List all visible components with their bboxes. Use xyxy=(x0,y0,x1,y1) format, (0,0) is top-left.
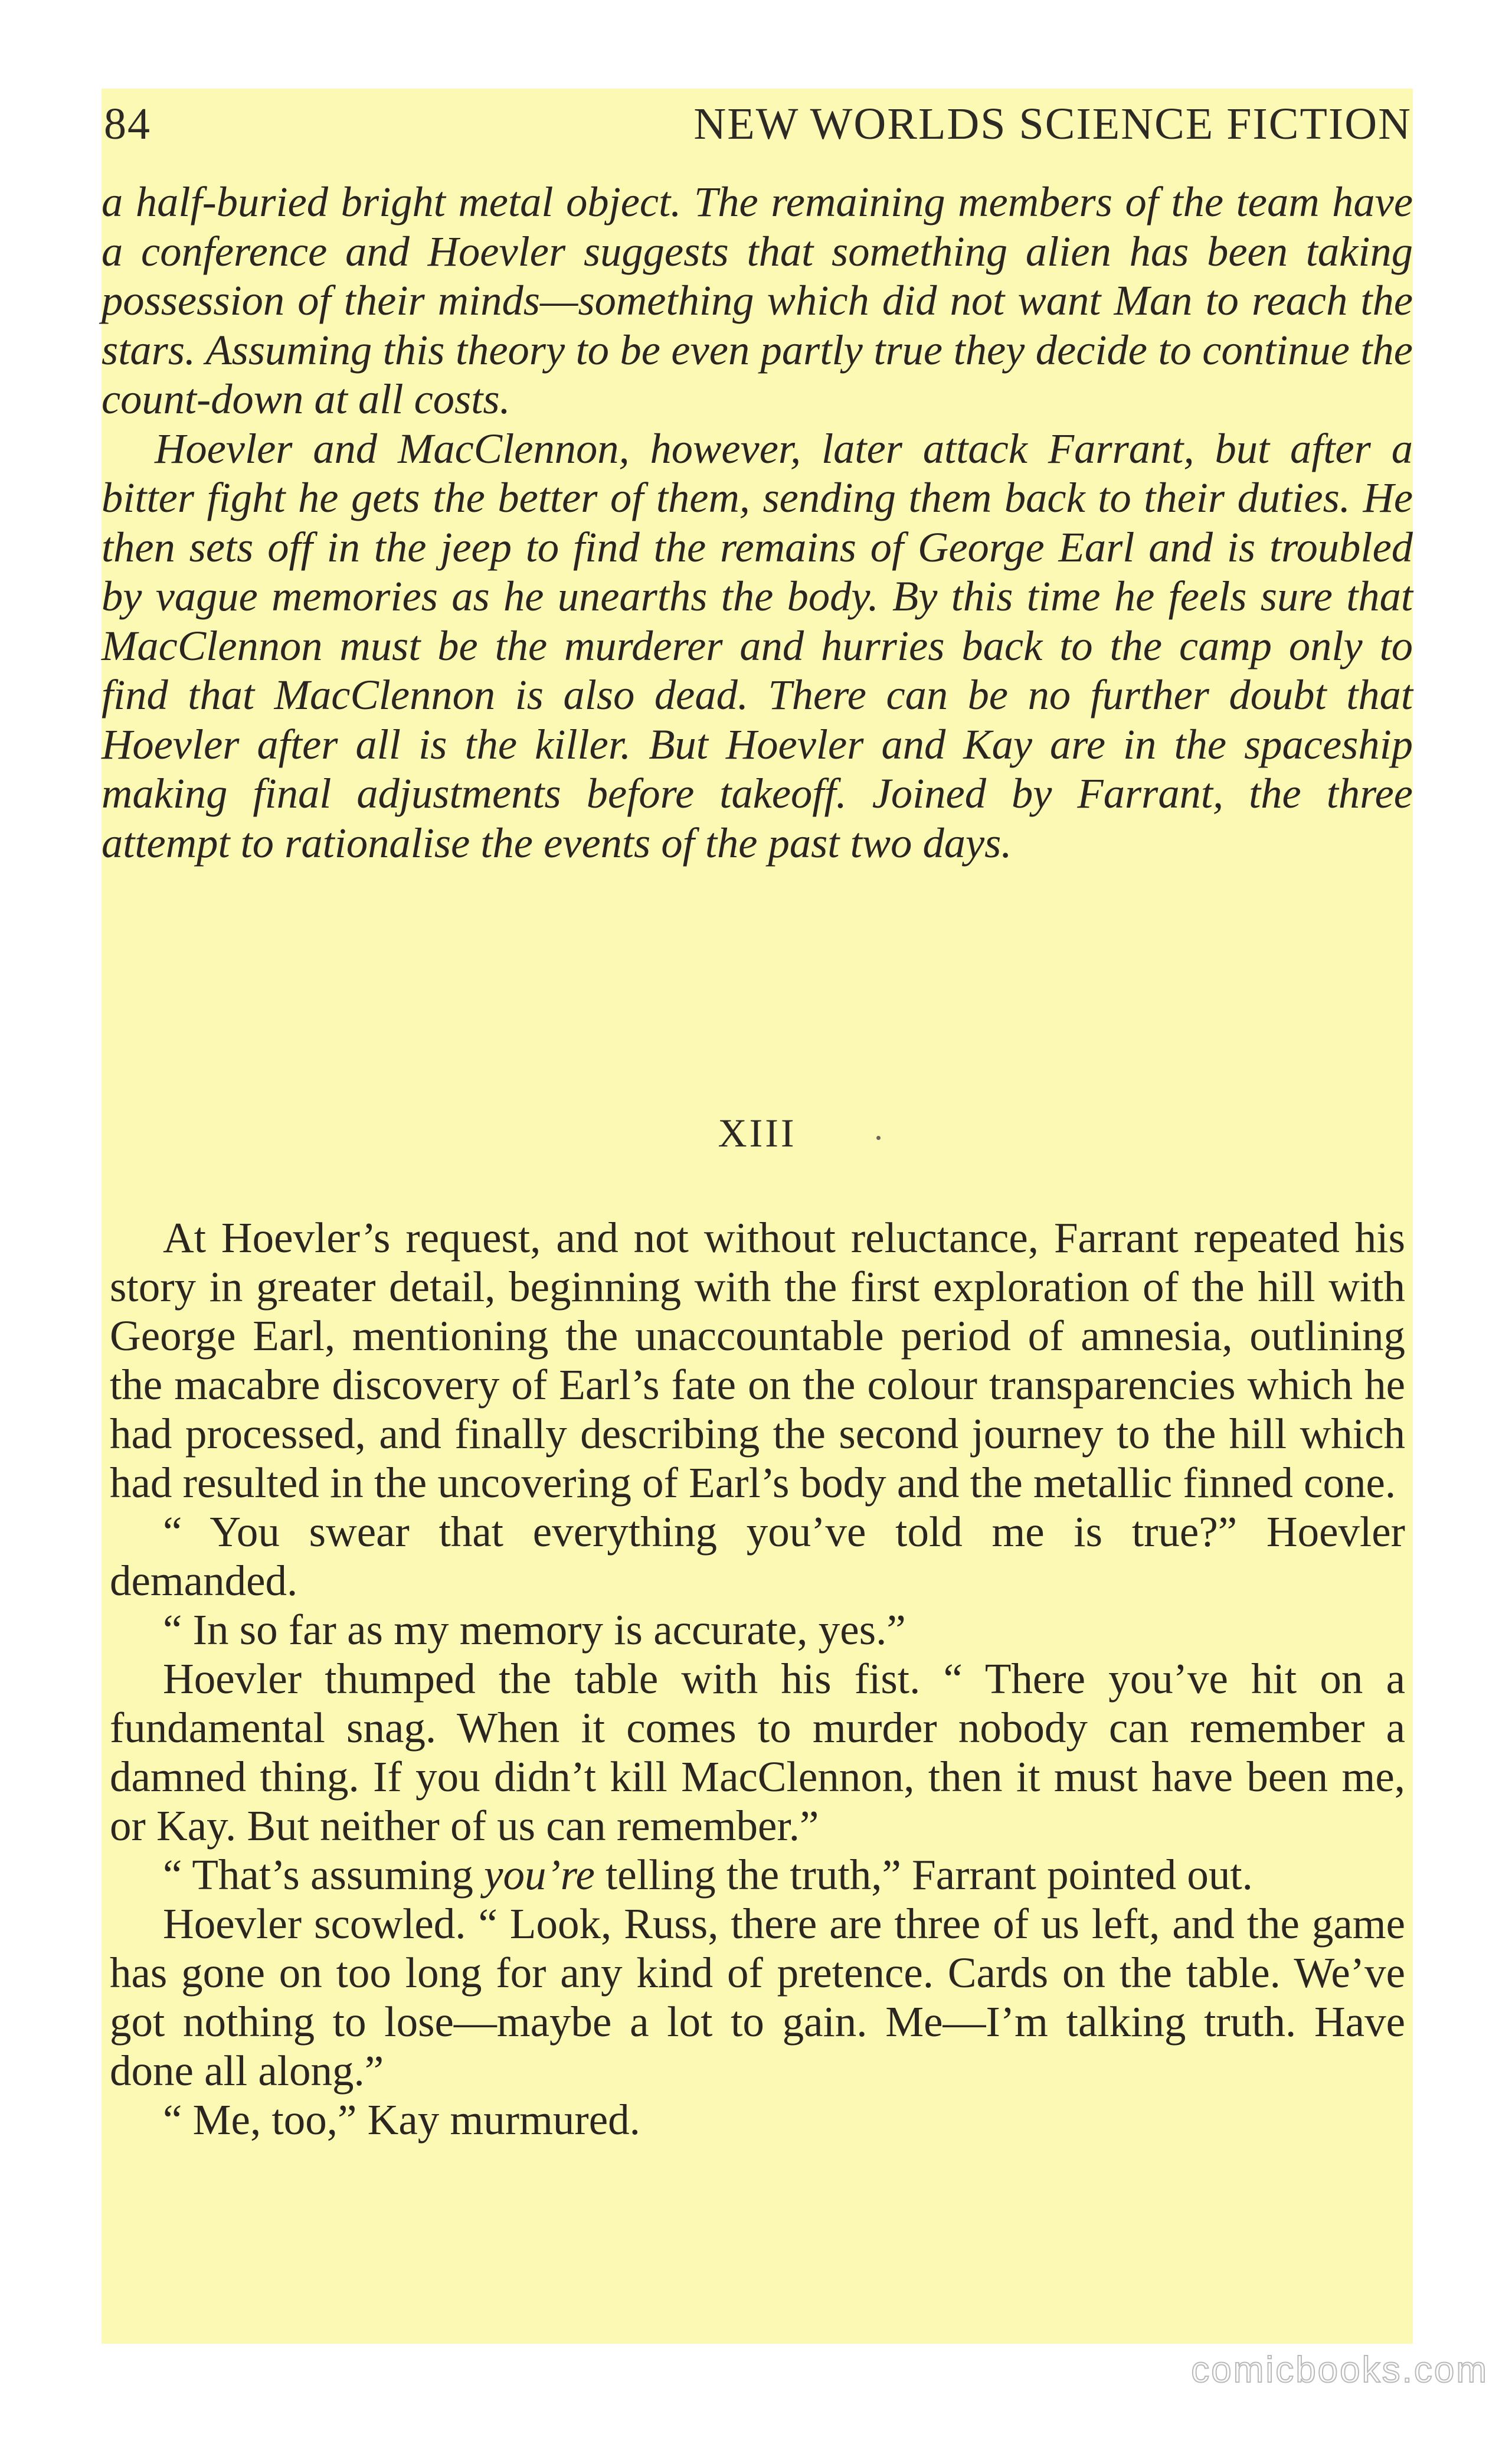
body-paragraph: “ In so far as my memory is accurate, yes.” xyxy=(163,1606,906,1654)
body-paragraph: Hoevler scowled. “ Look, Russ, there are three of us left, and the game has gone on too long for any kind of pretence. Cards on the table. We’ve got nothing to lose—maybe a lot to gain. Me—I’m talking truth. Have done all along.” xyxy=(110,1900,1405,2095)
page-number: 84 xyxy=(104,99,151,149)
magazine-title: NEW WORLDS SCIENCE FICTION xyxy=(693,99,1412,149)
body-paragraph: “ Me, too,” Kay murmured. xyxy=(163,2096,640,2144)
chapter-body xyxy=(110,1213,1405,2144)
chapter-heading: XIII xyxy=(718,1110,797,1155)
watermark: comicbooks.com xyxy=(1191,2350,1488,2390)
body-text-run: “ That’s assuming xyxy=(163,1851,485,1899)
synopsis-block xyxy=(102,177,1413,867)
emphasized-word: you’re xyxy=(484,1851,595,1899)
page-header xyxy=(102,89,1413,159)
body-paragraph xyxy=(110,1850,1405,1899)
body-paragraph: “ You swear that everything you’ve told me is true?” Hoevler demanded. xyxy=(110,1508,1405,1605)
body-paragraph: Hoevler thumped the table with his fist. “ There you’ve hit on a fundamental snag. When it comes to murder nobody can remember a damned thing. If you didn’t kill MacClennon, then it must have been me, or Kay. But neither of us can remember.” xyxy=(110,1655,1405,1850)
print-speck xyxy=(876,1136,881,1140)
synopsis-paragraph: Hoevler and MacClennon, however, later attack Farrant, but after a bitter fight he gets the better of them, sending them back to their duties. He then sets off in the jeep to find the remains of George Earl and is troubled by vague memories as he unearths the body. By this time he feels sure that MacClennon must be the murderer and hurries back to the camp only to find that MacClennon is also dead. There can be no further doubt that Hoevler after all is the killer. But Hoevler and Kay are in the spaceship making final adjustments before takeoff. Joined by Farrant, the three attempt to rationalise the events of the past two days. xyxy=(102,424,1413,867)
synopsis-paragraph: a half-buried bright metal object. The remaining members of the team have a conference and Hoevler suggests that something alien has been taking possession of their minds—something which did not want Man to reach the stars. Assuming this theory to be even partly true they decide to continue the count-down at all costs. xyxy=(102,178,1413,423)
body-paragraph: At Hoevler’s request, and not without reluctance, Farrant repeated his story in greater detail, beginning with the first exploration of the hill with George Earl, mentioning the unaccountable period of amnesia, outlining the macabre discovery of Earl’s fate on the colour transparencies which he had processed, and finally describing the second journey to the hill which had resulted in the uncovering of Earl’s body and the metallic finned cone. xyxy=(110,1214,1405,1507)
body-text-run: telling the truth,” Farrant pointed out. xyxy=(594,1851,1253,1899)
